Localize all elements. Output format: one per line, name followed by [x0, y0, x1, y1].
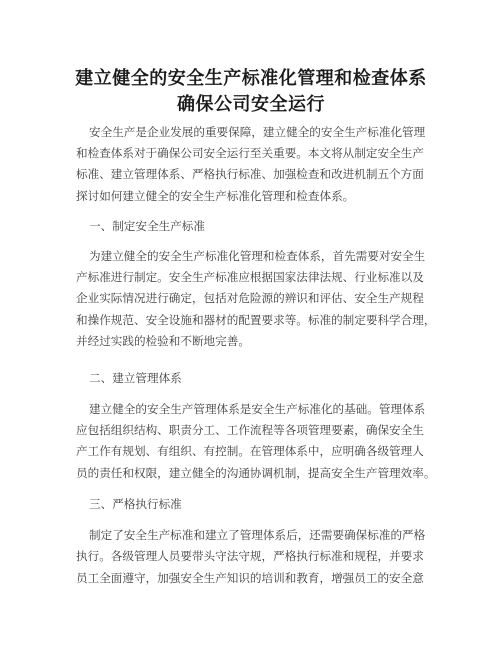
section-line: 制定了安全生产标准和建立了管理体系后，还需要确保标准的严格	[89, 528, 426, 542]
document-title-line-2: 确保公司安全运行	[177, 94, 325, 115]
intro-line: 和检查体系对于确保公司安全运行至关重要。本文将从制定安全生产	[76, 146, 424, 160]
section-heading: 一、制定安全生产标准	[89, 219, 205, 233]
section-line: 执行。各级管理人员要带头守法守规，严格执行标准和规程，并要求	[76, 549, 424, 563]
intro-line: 安全生产是企业发展的重要保障，建立健全的安全生产标准化管理	[89, 125, 426, 139]
section-line: 建立健全的安全生产管理体系是安全生产标准化的基础。管理体系	[89, 402, 426, 416]
section-line: 并经过实践的检验和不断地完善。	[76, 334, 250, 348]
section-line: 员的责任和权限，建立健全的沟通协调机制，提高安全生产管理效率。	[76, 466, 436, 480]
intro-line: 探讨如何建立健全的安全生产标准化管理和检查体系。	[76, 189, 355, 203]
section-line: 应包括组织结构、职责分工、工作流程等各项管理要素，确保安全生	[76, 423, 424, 437]
section-line: 为建立健全的安全生产标准化管理和检查体系，首先需要对安全生	[89, 249, 426, 263]
intro-line: 标准、建立管理体系、严格执行标准、加强检查和改进机制五个方面	[76, 167, 424, 181]
section-heading: 三、严格执行标准	[89, 497, 182, 511]
section-line: 企业实际情况进行确定，包括对危险源的辨识和评估、安全生产规程	[76, 291, 424, 305]
section-line: 产工作有规划、有组织、有控制。在管理体系中，应明确各级管理人	[76, 444, 424, 458]
section-line: 和操作规范、安全设施和器材的配置要求等。标准的制定要科学合理，	[76, 313, 436, 327]
document-title-line-1: 建立健全的安全生产标准化管理和检查体系	[75, 68, 427, 89]
section-line: 员工全面遵守，加强安全生产知识的培训和教育，增强员工的安全意	[76, 571, 424, 585]
section-line: 产标准进行制定。安全生产标准应根据国家法律法规、行业标准以及	[76, 270, 424, 284]
section-heading: 二、建立管理体系	[89, 371, 182, 385]
